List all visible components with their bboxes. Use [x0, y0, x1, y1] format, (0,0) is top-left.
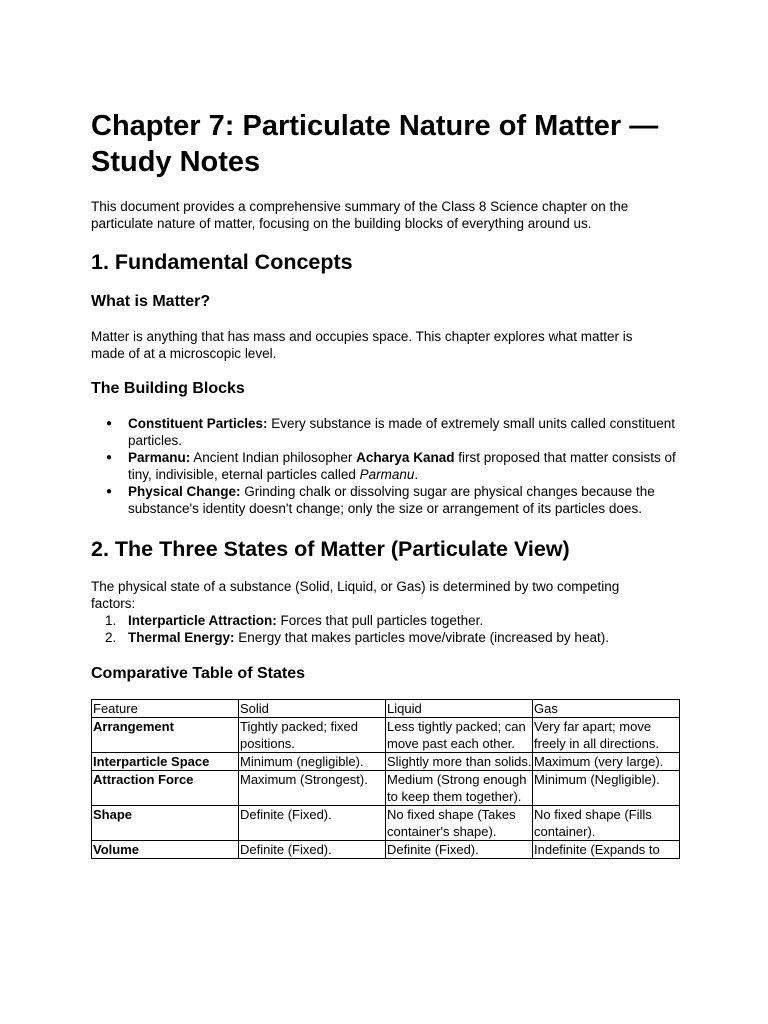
table-cell: Very far apart; move freely in all directions. [533, 718, 680, 753]
list-number: 2. [105, 630, 117, 645]
list-item-term: Physical Change: [128, 484, 241, 499]
list-item [91, 449, 681, 483]
table-cell: Maximum (Strongest). [239, 771, 386, 806]
table-row-header: Arrangement [92, 718, 239, 753]
table-header-cell: Liquid [386, 700, 533, 718]
building-blocks-list [91, 415, 681, 517]
list-item-text: first proposed that matter consists of tiny, indivisible, eternal particles called [128, 450, 676, 482]
list-item-text: Ancient Indian philosopher [190, 450, 357, 465]
list-item-term: Constituent Particles: [128, 416, 268, 431]
list-item-term: Interparticle Attraction: [128, 613, 277, 628]
list-item [91, 415, 681, 449]
building-blocks-heading: The Building Blocks [91, 380, 245, 397]
table-cell: Slightly more than solids. [387, 754, 532, 769]
list-item-term: Parmanu: [128, 450, 191, 465]
table-cell: Definite (Fixed). [239, 806, 386, 841]
table-cell: Definite (Fixed). [239, 841, 386, 859]
table-cell: Maximum (very large). [533, 753, 680, 771]
table-cell: No fixed shape (Takes container's shape). [386, 806, 533, 841]
table-row [92, 806, 680, 841]
table-row [92, 718, 680, 753]
list-item [91, 483, 681, 517]
table-cell: Minimum (Negligible). [533, 771, 680, 806]
table-heading: Comparative Table of States [91, 665, 305, 682]
list-item [91, 612, 681, 629]
factors-list [91, 612, 681, 646]
table-row-header: Shape [92, 806, 239, 841]
table-row [92, 771, 680, 806]
what-is-matter-text: Matter is anything that has mass and occupies space. This chapter explores what matter is made of at a microscopic level. [91, 329, 633, 361]
table-header-cell: Feature [92, 700, 239, 718]
table-row-header: Interparticle Space [92, 753, 239, 771]
states-comparison-table [91, 699, 680, 859]
table-row [92, 841, 680, 859]
table-row [92, 753, 680, 771]
table-cell: Less tightly packed; can move past each other. [386, 718, 533, 753]
table-header-row [92, 700, 680, 718]
list-item-term: Thermal Energy: [128, 630, 235, 645]
philosopher-name: Acharya Kanad [356, 450, 455, 465]
list-item-text: Forces that pull particles together. [276, 613, 484, 628]
table-header-cell: Gas [533, 700, 680, 718]
table-row-header: Volume [92, 841, 239, 859]
table-header-cell: Solid [239, 700, 386, 718]
what-is-matter-heading: What is Matter? [91, 293, 211, 310]
states-intro-text: The physical state of a substance (Solid, Liquid, or Gas) is determined by two competing factors: [91, 579, 620, 611]
table-cell: Medium (Strong enough to keep them together). [386, 771, 533, 806]
list-item-text: Grinding chalk or dissolving sugar are physical changes because the substance's identity doesn't change; only the size or arrangement of its particles does. [128, 484, 655, 516]
list-item-text: Energy that makes particles move/vibrate (increased by heat). [234, 630, 609, 645]
intro-paragraph: This document provides a comprehensive summary of the Class 8 Science chapter on the particulate nature of matter, focusing on the building blocks of everything around us. [91, 199, 629, 231]
section-2-heading: 2. The Three States of Matter (Particulate View) [91, 537, 570, 561]
list-number: 1. [105, 613, 117, 628]
section-1-heading: 1. Fundamental Concepts [91, 250, 353, 274]
list-item-text: Every substance is made of extremely small units called constituent particles. [128, 416, 675, 448]
table-cell: Tightly packed; fixed positions. [239, 718, 386, 753]
table-cell: Indefinite (Expands to [533, 841, 680, 859]
table-row-header: Attraction Force [92, 771, 239, 806]
list-item [91, 629, 681, 646]
page-title: Chapter 7: Particulate Nature of Matter — Study Notes [91, 110, 659, 178]
table-cell: Definite (Fixed). [386, 841, 533, 859]
list-item-text: . [414, 467, 419, 482]
table-cell: Minimum (negligible). [239, 753, 386, 771]
parmanu-term: Parmanu [359, 467, 415, 482]
table-cell: No fixed shape (Fills container). [533, 806, 680, 841]
